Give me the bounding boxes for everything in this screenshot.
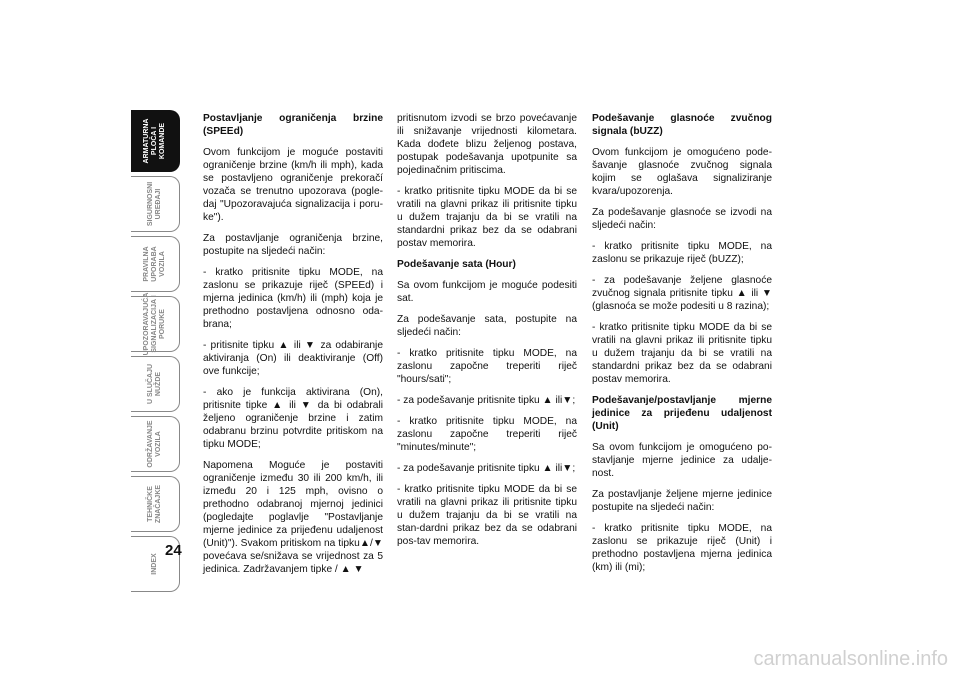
paragraph: pritisnutom izvodi se brzo povećavanje ili snižavanje vrijednosti kilometara. Kada dođete blizu željenog postava, postupak podešavanja upotpunite sa pojedinačnim pritiscima. <box>397 113 577 176</box>
paragraph: - za podešavanje pritisnite tipku ▲ ili▼; <box>397 463 576 474</box>
paragraph: Za podešavanje glasnoće se izvodi na sljedeći način: <box>592 207 772 231</box>
chapter-sidebar <box>131 110 191 596</box>
paragraph: Za postavljanje ograničenja brzine, postupite na sljedeći način: <box>203 233 383 257</box>
paragraph: Napomena Moguće je postaviti ograničenje između 30 ili 200 km/h, ili između 20 i 125 mph, ovisno o prethodno odabranoj mjernoj jedinici (pogledajte poglavlje "Postavljanje mjerne jedinice za prijeđenu udaljenost (Unit)"). Svakom pritiskom na tipku▲/▼ povećava se/snižava se vrijednost za 5 jedinica. Zadržavanjem tipke / ▲ ▼ <box>203 460 383 575</box>
section-heading: Podešavanje/postavljanje mjerne jedinice za prijeđenu udaljenost (Unit) <box>592 395 772 432</box>
section-heading: Podešavanje sata (Hour) <box>397 259 516 270</box>
paragraph: - za podešavanje željene glasnoće zvučnog signala pritisnite tipku ▲ ili ▼ (glasnoća se može podesiti u 8 razina); <box>592 275 772 312</box>
chapter-tab-3[interactable] <box>131 292 180 356</box>
paragraph: Za postavljanje željene mjerne jedinice postupite na sljedeći način: <box>592 489 772 513</box>
chapter-tab-label: PRAVILNA UPORABA VOZILA <box>143 246 166 282</box>
text-column-1 <box>203 112 383 584</box>
paragraph: - kratko pritisnite tipku MODE, na zaslonu se prikazuje riječ (bUZZ); <box>592 241 772 265</box>
chapter-tab-5[interactable] <box>131 416 180 472</box>
paragraph: - za podešavanje pritisnite tipku ▲ ili▼; <box>397 395 576 406</box>
chapter-tab-label: ODRŽAVANJE VOZILA <box>147 420 162 468</box>
paragraph: - pritisnite tipku ▲ ili ▼ za odabiranje aktiviranja (On) ili deaktiviranje (Off) ove funkcije; <box>203 340 383 377</box>
page-number: 24 <box>165 542 182 559</box>
paragraph: Ovom funkcijom je moguće postaviti ograničenje brzine (km/h ili mph), kada se postavljeno ograničenje prekoračí vozača se trenutno upozorava (pogle-daj "Upozoravajuća signalizacija i poru-ke"). <box>203 147 383 223</box>
paragraph: - kratko pritisnite tipku MODE, na zaslonu se prikazuje riječ (Unit) i prethodno postavljena mjerna jedinica (km) ili (mi); <box>592 523 772 573</box>
chapter-tab-label: SIGURNOSNI UREĐAJI <box>147 181 162 227</box>
paragraph: - kratko pritisnite tipku MODE, na zaslonu započne treperiti riječ "minutes/minute"; <box>397 416 577 453</box>
watermark: carmanualsonline.info <box>753 648 948 670</box>
paragraph: - kratko pritisnite tipku MODE da bi se vratili na glavni prikaz ili pritisnite tipku u dužem trajanju da bi se vratili na standardni prikaz bez da se odabrani postav memorira. <box>592 322 772 385</box>
chapter-tab-4[interactable] <box>131 356 180 412</box>
paragraph: - ako je funkcija aktivirana (On), pritisnite tipke ▲ ili ▼ da bi odabrali željeno ograničenje brzine i zatim odabranu brzinu potvrdite pritiskom na tipku MODE; <box>203 387 383 450</box>
paragraph: Ovom funkcijom je omogućeno pode-šavanje glasnoće zvučnog signala kojim se oglašava signaliziranje kvara/upozorenja. <box>592 147 772 197</box>
chapter-tab-label: ARMATURNA PLOČA I KOMANDE <box>143 118 166 164</box>
chapter-tab-label: UPOZORAVAJUĆA SIGNALIZACIJA I PORUKE <box>143 292 166 356</box>
chapter-tab-label: INDEX <box>151 553 158 575</box>
paragraph: Sa ovom funkcijom je omogućeno po-stavljanje mjerne jedinice za udalje-nost. <box>592 442 772 479</box>
section-heading: Podešavanje glasnoće zvučnog signala (bUZZ) <box>592 113 772 137</box>
chapter-tab-label: TEHNIČKE ZNAČAJKE <box>147 484 162 524</box>
chapter-tab-1[interactable] <box>131 176 180 232</box>
chapter-tab-2[interactable] <box>131 236 180 292</box>
paragraph: - kratko pritisnite tipku MODE da bi se vratili na glavni prikaz ili pritisnite tipku u dužem trajanju da bi se vratili na stan-dardni prikaz bez da se odabrani pos-tav memorira. <box>397 484 577 547</box>
paragraph: Za podešavanje sata, postupite na sljedeći način: <box>397 314 577 338</box>
chapter-tab-6[interactable] <box>131 476 180 532</box>
paragraph: - kratko pritisnite tipku MODE, na zaslonu se prikazuje riječ (SPEEd) i mjerna jedinica (km/h) ili (mph) koja je prethodno postavljena odnosno oda-brana; <box>203 267 383 330</box>
section-heading: Postavljanje ograničenja brzine (SPEEd) <box>203 113 383 137</box>
paragraph: - kratko pritisnite tipku MODE, na zaslonu započne treperiti riječ "hours/sati"; <box>397 348 577 385</box>
text-column-2 <box>397 112 577 556</box>
paragraph: Sa ovom funkcijom je moguće podesiti sat. <box>397 280 577 304</box>
chapter-tab-0[interactable] <box>131 110 180 172</box>
text-column-3 <box>592 112 772 582</box>
paragraph: - kratko pritisnite tipku MODE da bi se vratili na glavni prikaz ili pritisnite tipku u dužem trajanju da bi se vratili na standardni prikaz bez da se odabrani postav memorira. <box>397 186 577 249</box>
chapter-tab-label: U SLUČAJU NUŽDE <box>147 363 162 405</box>
